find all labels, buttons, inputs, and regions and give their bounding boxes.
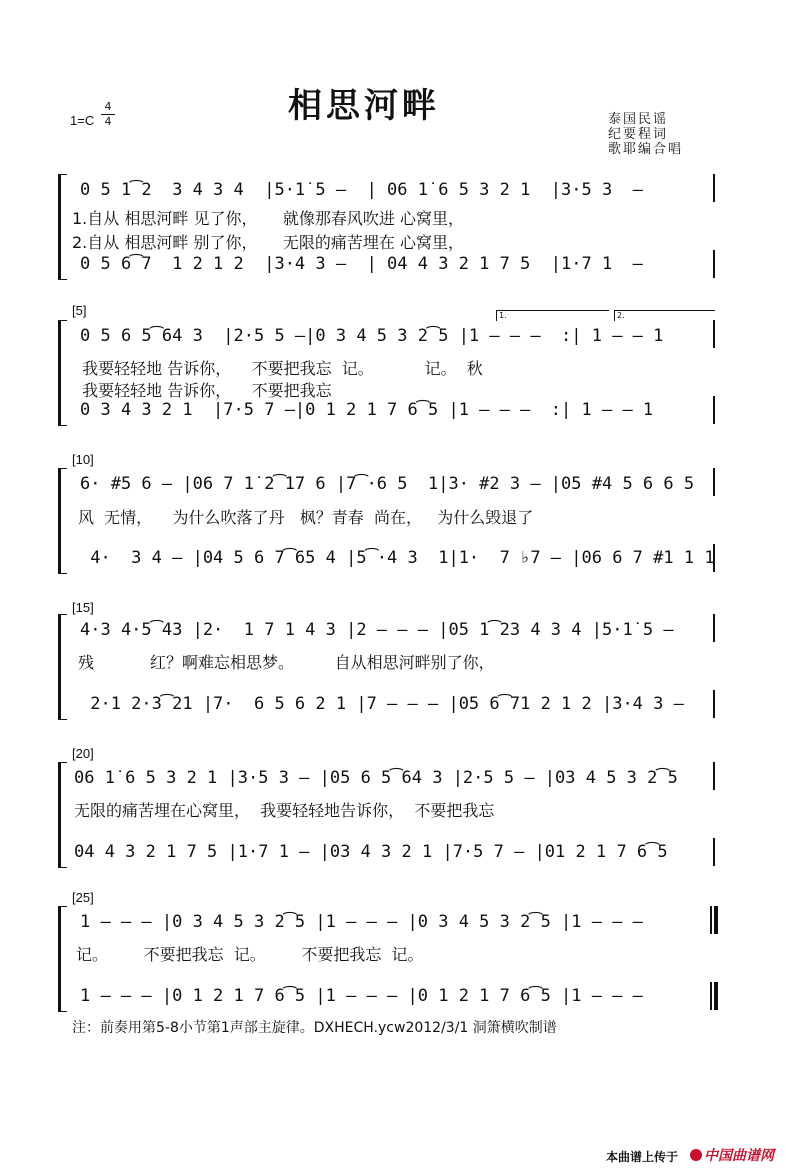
system-brace [58, 614, 67, 720]
barline [713, 396, 715, 424]
measure-number: [15] [72, 600, 94, 615]
barline [713, 174, 715, 202]
system-brace [58, 320, 67, 426]
credits [608, 112, 683, 157]
final-barline-thick [714, 982, 718, 1010]
system-brace [58, 174, 67, 280]
staff-bottom-notes: 2·1 2·3͡21 |7· 6 5 6 2 1 |7 – – – |05 6͡71 2 1 2 |3·4 3 – [80, 694, 684, 714]
staff-top-notes: 6· #5 6 – |06 7 1̇ 2͡17 6 |7͡·6 5 1|3· #2 3 – |05 #4 5 6 6 5 [80, 474, 695, 494]
barline [713, 320, 715, 348]
barline [713, 468, 715, 496]
staff-bottom-notes: 0 5 6͡7 1 2 1 2 |3·4 3 – | 04 4 3 2 1 7 5 |1·7 1 – [80, 254, 643, 274]
final-barline-thick [714, 906, 718, 934]
system-brace [58, 906, 67, 1012]
staff-bottom-notes: 1 – – – |0 1 2 1 7 6͡5 |1 – – – |0 1 2 1 7 6͡5 |1 – – – [80, 986, 643, 1006]
measure-number: [5] [72, 303, 87, 318]
barline [713, 690, 715, 718]
time-signature [101, 101, 115, 128]
lyric-verse1: 记。 不要把我忘 记。 不要把我忘 记。 [76, 945, 424, 964]
credit-lyricist: 纪要程词 [608, 127, 669, 142]
staff-top-notes: 06 1̇ 6 5 3 2 1 |3·5 3 – |05 6 5͡64 3 |2·5 5 – |03 4 5 3 2͡5 [74, 768, 678, 788]
staff-bottom-notes: 04 4 3 2 1 7 5 |1·7 1 – |03 4 3 2 1 |7·5 7 – |01 2 1 7 6͡5 [74, 842, 668, 862]
credit-origin: 泰国民谣 [608, 112, 669, 127]
logo-icon [690, 1149, 702, 1161]
barline [713, 614, 715, 642]
volta-second: 2. [614, 310, 715, 321]
upload-label: 本曲谱上传于 [606, 1150, 679, 1164]
volta-first: 1. [496, 310, 609, 321]
final-barline [710, 982, 712, 1010]
lyric-verse1: 1.自从 相思河畔 见了你， 就像那春风吹进 心窝里， [72, 209, 464, 228]
staff-top-notes: 1 – – – |0 3 4 5 3 2͡5 |1 – – – |0 3 4 5 3 2͡5 |1 – – – [80, 912, 643, 932]
page-title: 相思河畔 [288, 86, 440, 126]
measure-number: [20] [72, 746, 94, 761]
system-brace [58, 762, 67, 868]
staff-bottom-notes: 0 3 4 3 2 1 |7·5 7 –|0 1 2 1 7 6͡5 |1 – – – :| 1 – – 1 [80, 400, 654, 420]
barline [713, 762, 715, 790]
system-brace [58, 468, 67, 574]
barline [713, 250, 715, 278]
site-logo[interactable] [690, 1145, 774, 1165]
lyric-verse2: 我要轻轻地 告诉你， 不要把我忘 [72, 381, 332, 400]
logo-text: 中国曲谱网 [704, 1148, 774, 1164]
staff-top-notes: 4·3 4·5͡43 |2· 1 7 1 4 3 |2 – – – |05 1͡23 4 3 4 |5·1̇ 5 – [80, 620, 674, 640]
credit-arranger: 歌耶编合唱 [608, 142, 684, 157]
measure-number: [25] [72, 890, 94, 905]
measure-number: [10] [72, 452, 94, 467]
staff-bottom-notes: 4· 3 4 – |04 5 6 7͡65 4 |5͡·4 3 1|1· 7 ♭7 – |06 6 7 #1 1 1 [80, 548, 715, 568]
lyric-verse1: 风 无情， 为什么吹落了丹 枫？青春 尚在， 为什么毁退了 [78, 508, 534, 527]
time-sig-numerator: 4 [104, 100, 112, 113]
footnote: 注：前奏用第5-8小节第1声部主旋律。DXHECH.ycw2012/3/1 洞箫横吹制谱 [72, 1020, 557, 1036]
lyric-verse1: 无限的痛苦埋在心窝里， 我要轻轻地告诉你， 不要把我忘 [74, 801, 495, 820]
key-signature: 1=C [70, 113, 95, 128]
barline [713, 838, 715, 866]
time-sig-denominator: 4 [104, 115, 112, 128]
final-barline [710, 906, 712, 934]
lyric-verse1: 我要轻轻地 告诉你， 不要把我忘 记。 记。 秋 [72, 359, 483, 378]
lyric-verse1: 残 红？啊难忘相思梦。 自从相思河畔别了你， [78, 653, 495, 672]
staff-top-notes: 0 5 1͡2 3 4 3 4 |5·1̇ 5 – | 06 1̇ 6 5 3 2 1 |3·5 3 – [80, 180, 643, 200]
staff-top-notes: 0 5 6 5͡64 3 |2·5 5 –|0 3 4 5 3 2͡5 |1 – – – :| 1 – – 1 [80, 326, 664, 346]
lyric-verse2: 2.自从 相思河畔 别了你， 无限的痛苦埋在 心窝里， [72, 233, 464, 252]
